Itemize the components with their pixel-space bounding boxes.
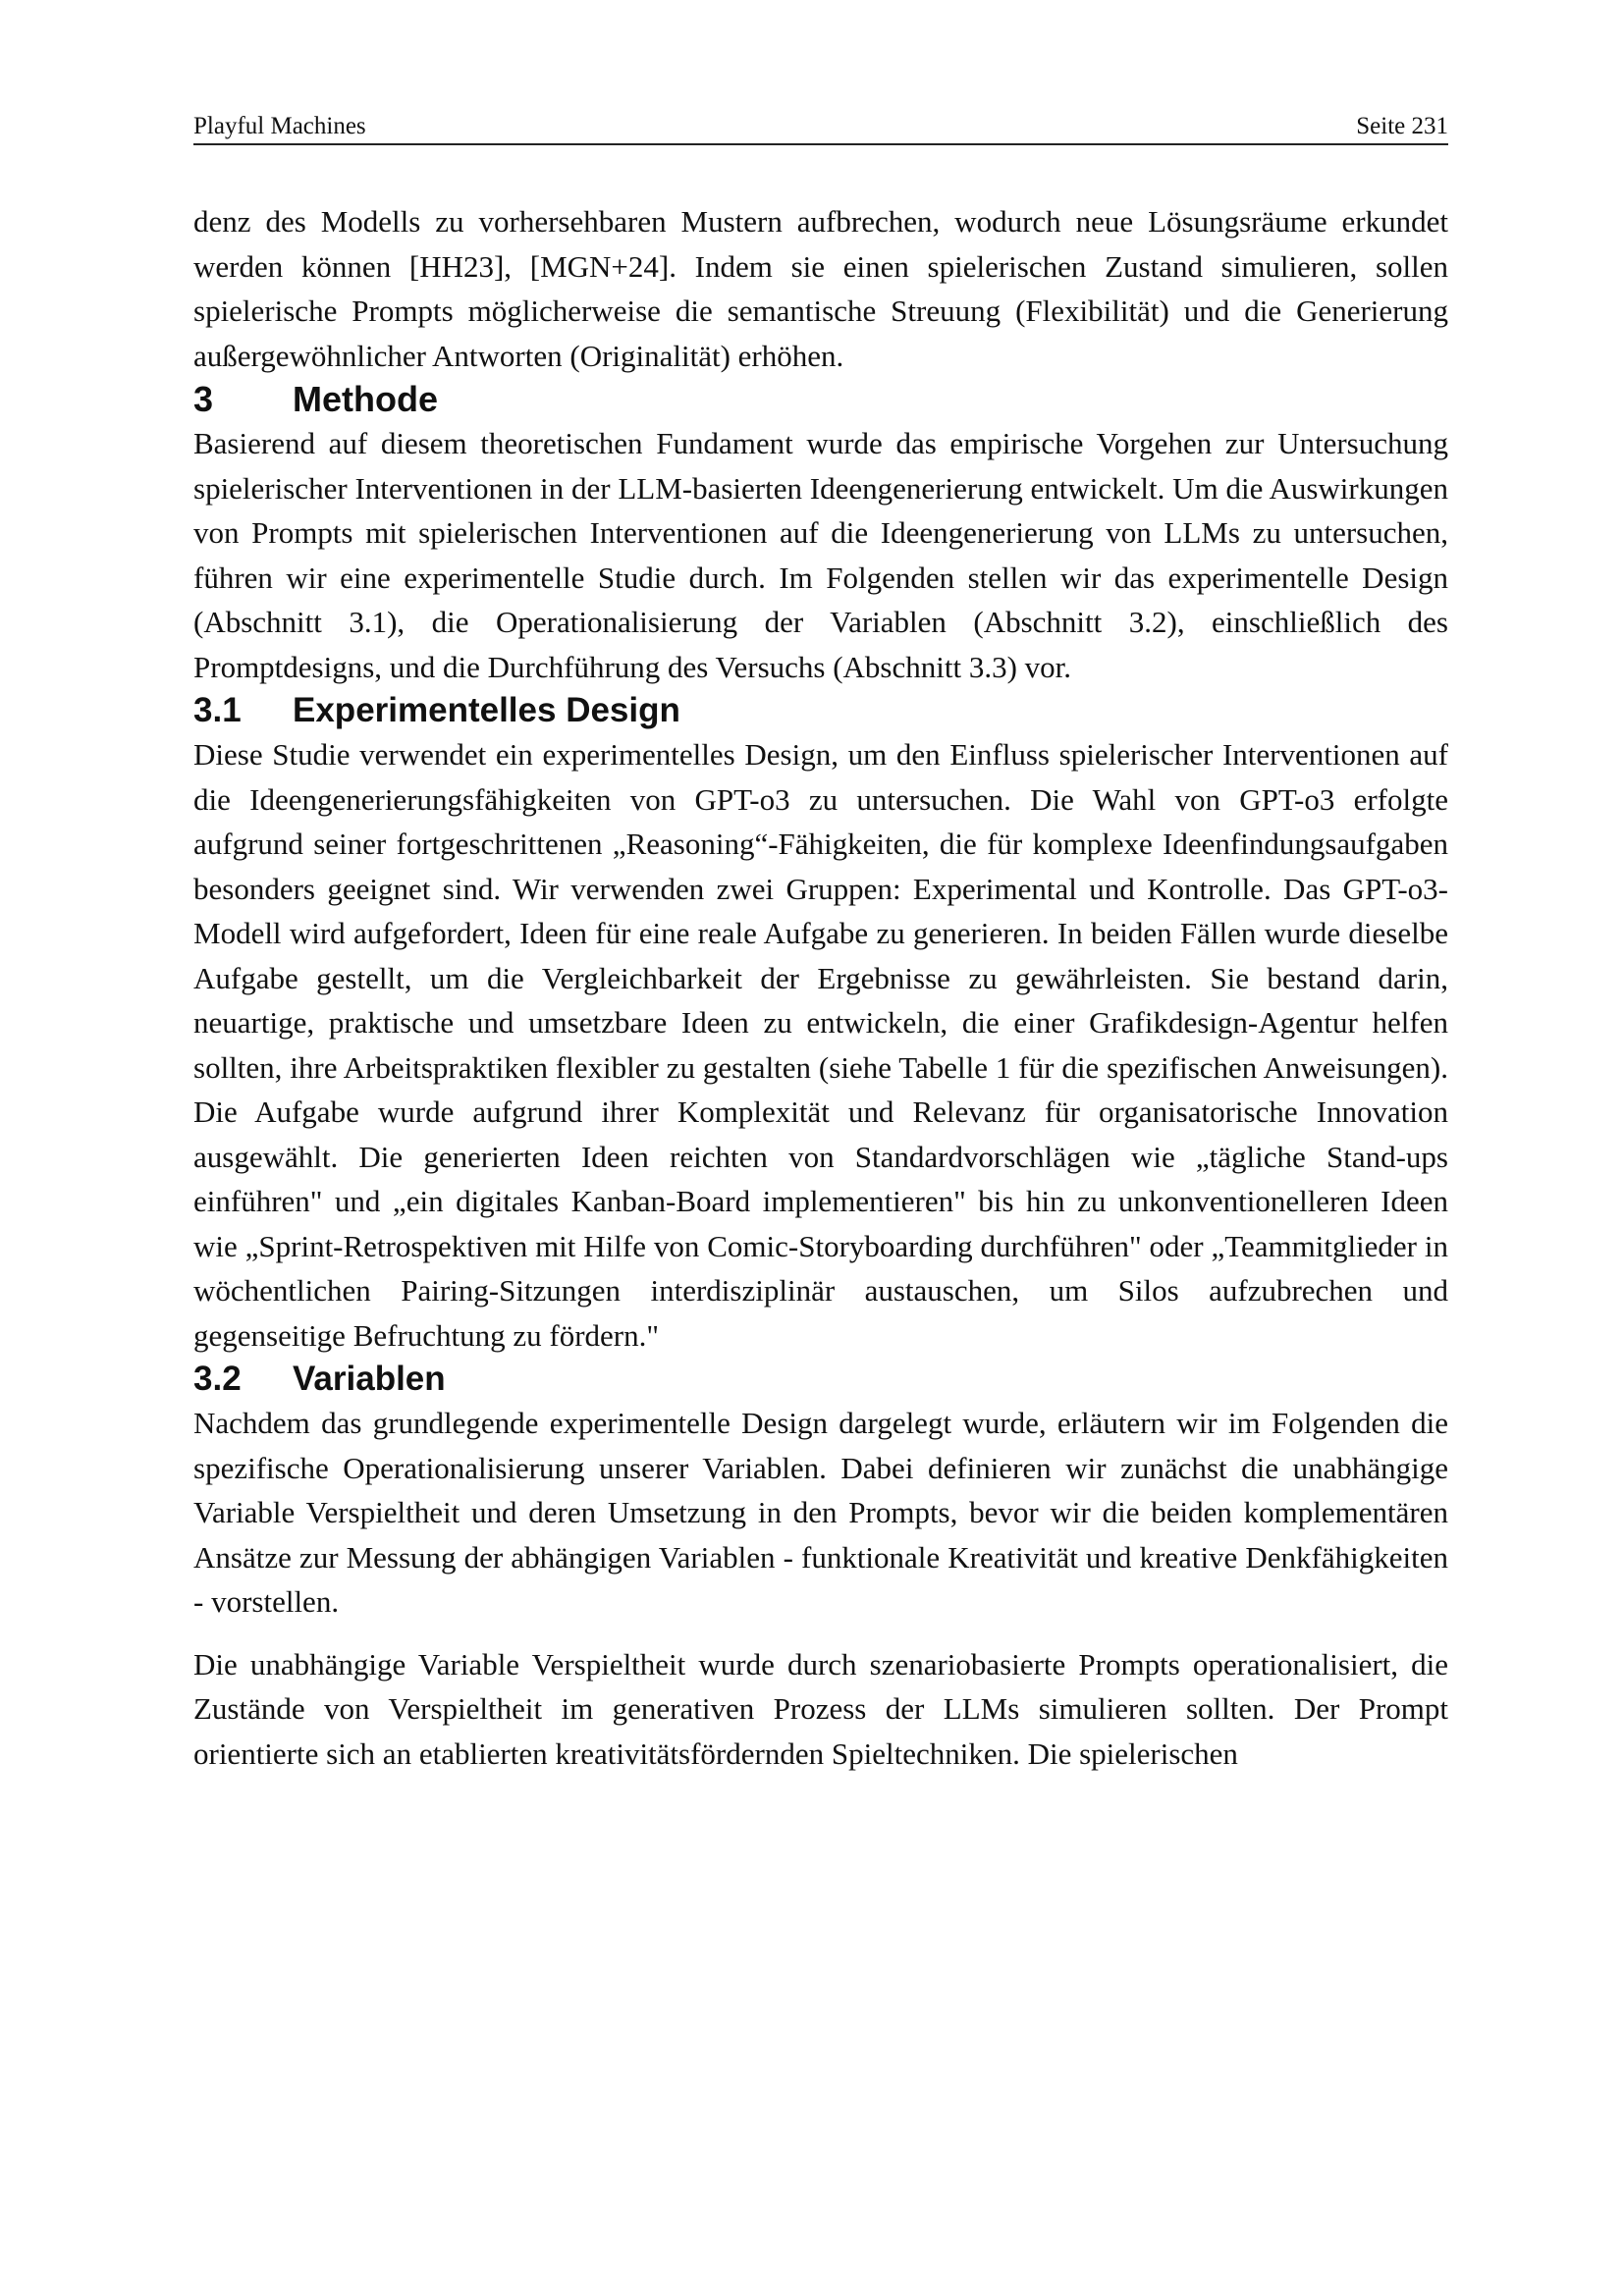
section-number: 3 <box>193 379 214 419</box>
section-3-paragraph: Basierend auf diesem theoretischen Fundament wurde das empirische Vorgehen zur Untersuchung spielerischer Interventionen in der LLM-basierten Ideengenerierung entwickelt. Um die Auswirkungen von Prompts mit spielerischen Interventionen auf die Ideengenerierung von LLMs zu untersuchen, führen wir eine experimentelle Studie durch. Im Folgenden stellen wir das experimentelle Design (Abschnitt 3.1), die Operationalisierung der Variablen (Abschnitt 3.2), einschließlich des Promptdesigns, und die Durchführung des Versuchs (Abschnitt 3.3) vor. <box>193 426 1448 684</box>
section-3-2-paragraph-1: Nachdem das grundlegende experimentelle Design dargelegt wurde, erläutern wir im Folgenden die spezifische Operationalisierung unserer Variablen. Dabei definieren wir zunächst die unabhängige Variable Verspieltheit und deren Umsetzung in den Prompts, bevor wir die beiden komplementären Ansätze zur Messung der abhängigen Variablen - funktionale Kreativität und kreative Denkfähigkeiten - vorstellen. <box>193 1406 1448 1619</box>
section-3-1-paragraph: Diese Studie verwendet ein experimentelles Design, um den Einfluss spielerischer Interventionen auf die Ideengenerierungsfähigkeiten von GPT-o3 zu untersuchen. Die Wahl von GPT-o3 erfolgte aufgrund seiner fortgeschrittenen „Reasoning“-Fähigkeiten, die für komplexe Ideenfindungsaufgaben besonders geeignet sind. Wir verwenden zwei Gruppen: Experimental und Kontrolle. Das GPT-o3-Modell wird aufgefordert, Ideen für eine reale Aufgabe zu generieren. In beiden Fällen wurde dieselbe Aufgabe gestellt, um die Vergleichbarkeit der Ergebnisse zu gewährleisten. Sie bestand darin, neuartige, praktische und umsetzbare Ideen zu entwickeln, die einer Grafikdesign-Agentur helfen sollten, ihre Arbeitspraktiken flexibler zu gestalten (siehe Tabelle 1 für die spezifischen Anweisungen). Die Aufgabe wurde aufgrund ihrer Komplexität und Relevanz für organisatorische Innovation ausgewählt. Die generierten Ideen reichten von Standardvorschlägen wie „tägliche Stand-ups einführen" und „ein digitales Kanban-Board implementieren" bis hin zu unkonventionelleren Ideen wie „Sprint-Retrospektiven mit Hilfe von Comic-Storyboarding durchführen" oder „Teammitglieder in wöchentlichen Pairing-Sitzungen interdisziplinär austauschen, um Silos aufzubrechen und gegenseitige Befruchtung zu fördern." <box>193 737 1448 1353</box>
section-title: Methode <box>293 379 438 419</box>
body-content <box>193 199 1448 1776</box>
running-header <box>193 106 1448 145</box>
header-title: Playful Machines <box>193 113 366 139</box>
section-3-2-paragraph-2: Die unabhängige Variable Verspieltheit wurde durch szenariobasierte Prompts operationalisiert, die Zustände von Verspieltheit im generativen Prozess der LLMs simulieren sollten. Der Prompt orientierte sich an etablierten kreativitätsfördernden Spieltechniken. Die spielerischen <box>193 1646 1448 1771</box>
subsection-number: 3.2 <box>193 1360 242 1398</box>
subsection-title: Experimentelles Design <box>293 691 680 729</box>
section-heading-3-2 <box>193 1358 1448 1401</box>
section-heading-3 <box>193 378 1448 421</box>
section-heading-3-1 <box>193 689 1448 732</box>
intro-paragraph: denz des Modells zu vorhersehbaren Mustern aufbrechen, wodurch neue Lösungsräume erkundet werden können [HH23], [MGN+24]. Indem sie einen spielerischen Zustand simulieren, sollen spielerische Prompts möglicherweise die semantische Streuung (Flexibilität) und die Generierung außergewöhnlicher Antworten (Originalität) erhöhen. <box>193 204 1448 373</box>
subsection-number: 3.1 <box>193 691 242 729</box>
header-page-number: Seite 231 <box>1356 113 1448 139</box>
subsection-title: Variablen <box>293 1360 446 1398</box>
